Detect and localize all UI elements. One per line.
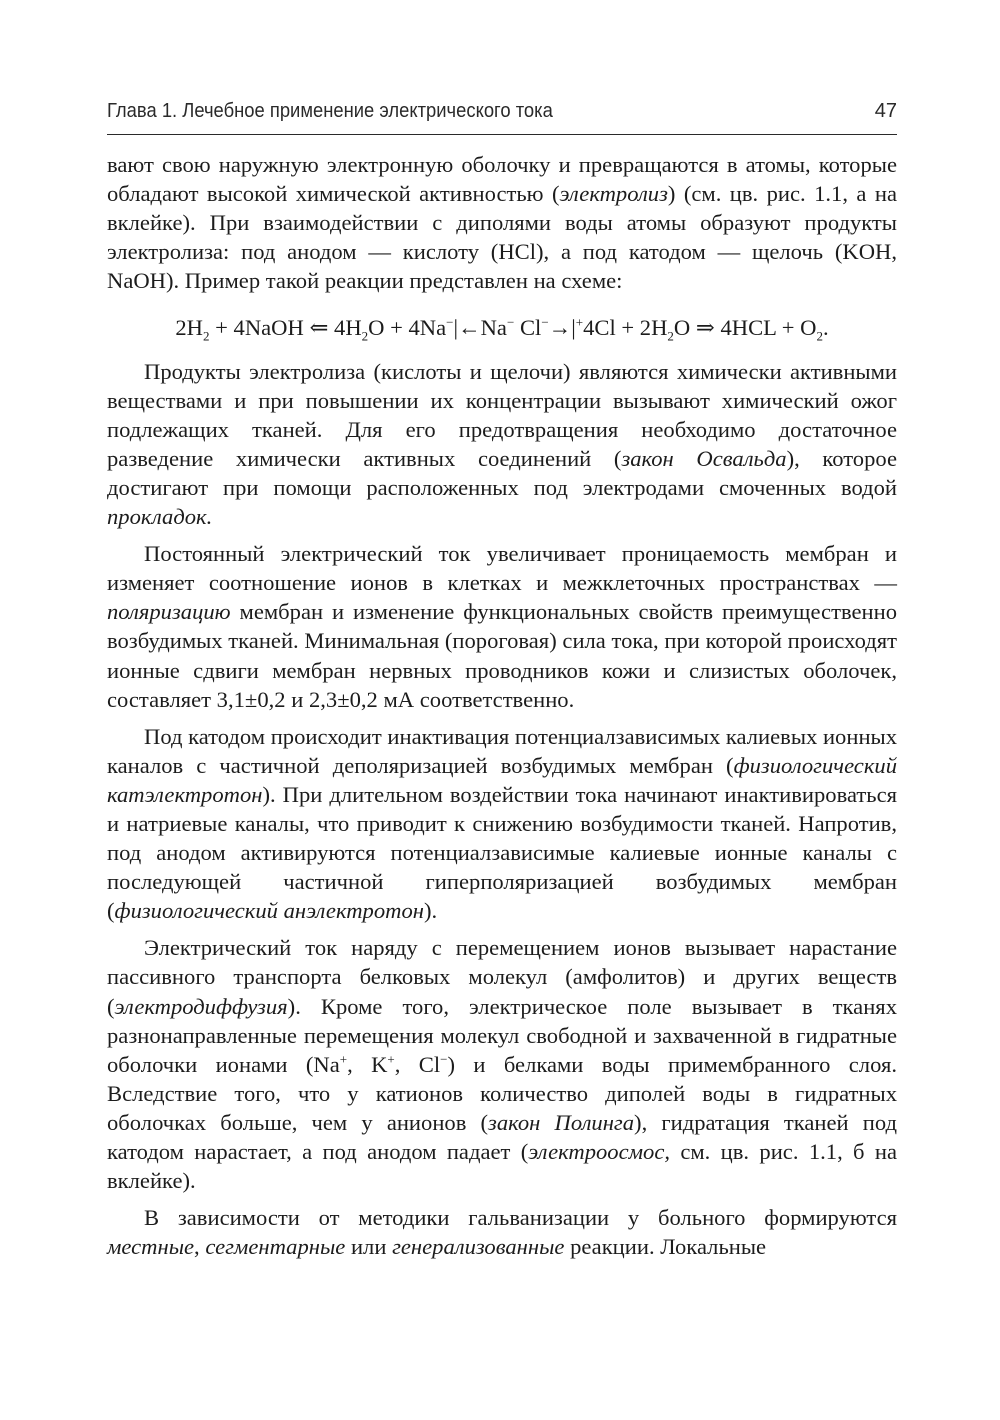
- body-text: [107, 150, 897, 1261]
- paragraph-2: Продукты электролиза (кислоты и щелочи) являются химически активными веществами и при повышении их концентрации вызывают химический ожог подлежащих тканей. Для его предотвращения необходимо достаточное разведение химически активных соединений (закон Освальда), которое достигают при помощи расположенных под электродами смоченных водой прокладок.: [107, 358, 898, 530]
- paragraph-5: Электрический ток наряду с перемещением ионов вызывает нарастание пассивного транспорта белковых молекул (амфолитов) и других веществ (электродиффузия). Кроме того, электрическое поле вызывает в тканях разнонаправленные перемещения молекул свободной и захваченной в гидратные оболочки ионами (Na+, K+, Cl−) и белками воды примембранного слоя. Вследствие того, что у катионов количество диполей воды в гидратных оболочках больше, чем у анионов (закон Полинга), гидратация тканей под катодом нарастает, а под анодом падает (электроосмос, см. цв. рис. 1.1, б на вклейке).: [107, 935, 898, 1194]
- paragraph-6: В зависимости от методики гальванизации у больного формируются местные, сегментарные или генерализованные реакции. Локальные: [107, 1205, 897, 1260]
- paragraph-3: Постоянный электрический ток увеличивает проницаемость мембран и изменяет соотношение ионов в клетках и межклеточных пространствах — поляризацию мембран и изменение функциональных свойств преимущественно возбудимых тканей. Минимальная (пороговая) сила тока, при которой происходят ионные сдвиги мембран нервных проводников кожи и слизистых оболочек, составляет 3,1±0,2 и 2,3±0,2 мА соответственно.: [107, 541, 897, 712]
- chapter-title: Глава 1. Лечебное применение электрического тока: [107, 100, 553, 122]
- reaction-formula: $2H_2$ + 4NaOH ⇐ $4H_2O$ + 4Na−|←Na− $Cl^-\to|^+4Cl + 2H_2O$ ⇒ $4HCL + O_2$.: [175, 314, 829, 344]
- running-header: [107, 96, 897, 135]
- paragraph-4: Под катодом происходит инактивация потенциалзависимых калиевых ионных каналов с частичной деполяризацией возбудимых мембран (физиологический катэлектротон). При длительном воздействии тока начинают инактивироваться и натриевые каналы, что приводит к снижению возбудимости тканей. Напротив, под анодом активируются потенциалзависимые калиевые ионные каналы с последующей частичной гиперполяризацией возбудимых мембран (физиологический анэлектротон).: [107, 723, 898, 924]
- paragraph-1: вают свою наружную электронную оболочку и превращаются в атомы, которые обладают высокой химической активностью (электролиз) (см. цв. рис. 1.1, а на вклейке). При взаимодействии с диполями воды атомы образуют продукты электролиза: под анодом — кислоту (HCl), а под катодом — щелочь (KOH, NaOH). Пример такой реакции представлен на схеме:: [107, 152, 897, 294]
- page-number: 47: [874, 100, 897, 122]
